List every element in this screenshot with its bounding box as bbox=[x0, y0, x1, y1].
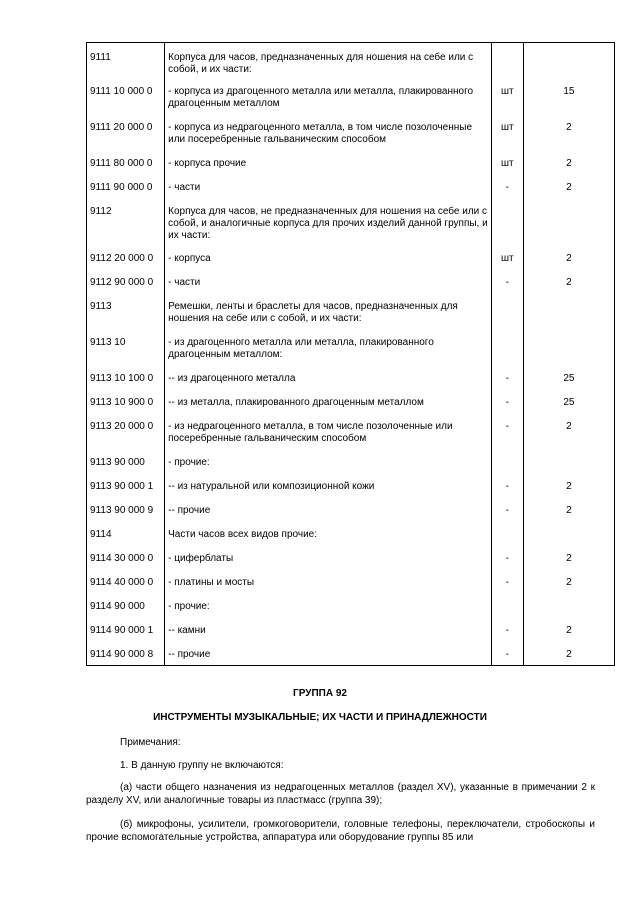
code-cell: 9114 90 000 1 bbox=[90, 624, 154, 636]
group-title: ИНСТРУМЕНТЫ МУЗЫКАЛЬНЫЕ; ИХ ЧАСТИ И ПРИНАДЛЕЖНОСТИ bbox=[153, 712, 487, 723]
rate-cell bbox=[527, 43, 611, 52]
rate-cell: 2 bbox=[566, 420, 572, 432]
table-row bbox=[87, 174, 615, 198]
rate-cell: 2 bbox=[566, 276, 572, 288]
table-row bbox=[87, 114, 615, 150]
code-cell: 9114 40 000 0 bbox=[90, 576, 154, 588]
code-cell: 9111 20 000 0 bbox=[90, 121, 153, 133]
description-cell: - прочие: bbox=[168, 600, 210, 612]
rate-cell: 2 bbox=[566, 648, 572, 660]
table-row bbox=[87, 245, 615, 269]
description-cell: - корпуса из недрагоценного металла, в том числе позолоченные или посеребренные гальваническим способом bbox=[168, 121, 473, 145]
code-cell: 9114 90 000 bbox=[90, 600, 145, 612]
table-row bbox=[87, 269, 615, 293]
group-number: ГРУППА 92 bbox=[293, 688, 347, 699]
code-cell: 9113 10 bbox=[90, 336, 126, 348]
unit-cell: - bbox=[505, 576, 509, 588]
table-row bbox=[87, 497, 615, 521]
description-cell: - корпуса из драгоценного металла или металла, плакированного драгоценным металлом bbox=[168, 85, 474, 109]
rate-cell bbox=[527, 198, 611, 206]
rate-cell bbox=[527, 329, 611, 337]
description-cell: - платины и мосты bbox=[168, 576, 255, 588]
unit-cell: шт bbox=[500, 252, 514, 264]
rate-cell: 2 bbox=[566, 181, 572, 193]
rate-cell: 2 bbox=[566, 624, 572, 636]
tariff-table bbox=[86, 42, 615, 666]
code-cell: 9113 90 000 9 bbox=[90, 504, 154, 516]
rate-cell: 25 bbox=[563, 396, 575, 408]
tariff-table-body bbox=[87, 43, 615, 666]
unit-cell bbox=[495, 293, 520, 301]
unit-cell bbox=[495, 198, 520, 206]
unit-cell bbox=[495, 593, 520, 601]
code-cell: 9111 bbox=[90, 52, 111, 63]
rate-cell: 2 bbox=[566, 121, 572, 133]
code-cell: 9113 bbox=[90, 300, 112, 312]
unit-cell: - bbox=[505, 504, 509, 516]
table-row bbox=[87, 569, 615, 593]
description-cell: -- из натуральной или композиционной кожи bbox=[168, 480, 375, 492]
rate-cell: 2 bbox=[566, 157, 572, 169]
code-cell: 9113 20 000 0 bbox=[90, 420, 154, 432]
code-cell: 9113 10 100 0 bbox=[90, 372, 154, 384]
unit-cell bbox=[495, 449, 520, 457]
rate-cell bbox=[527, 449, 611, 457]
table-row bbox=[87, 641, 615, 666]
unit-cell: - bbox=[505, 372, 509, 384]
unit-cell: - bbox=[505, 480, 509, 492]
table-row bbox=[87, 545, 615, 569]
unit-cell: - bbox=[505, 276, 509, 288]
description-cell: - циферблаты bbox=[168, 552, 234, 564]
unit-cell: - bbox=[505, 181, 509, 193]
table-row bbox=[87, 593, 615, 617]
description-cell: Корпуса для часов, предназначенных для ношения на себе или с собой, и их части: bbox=[168, 52, 474, 75]
table-row bbox=[87, 293, 615, 329]
rate-cell bbox=[527, 593, 611, 601]
description-cell: Ремешки, ленты и браслеты для часов, предназначенных для ношения на себе или с собой, и их части: bbox=[168, 300, 458, 324]
code-cell: 9111 10 000 0 bbox=[90, 85, 153, 97]
description-cell: - из драгоценного металла или металла, плакированного драгоценным металлом: bbox=[168, 336, 434, 360]
rate-cell: 2 bbox=[566, 504, 572, 516]
description-cell: - части bbox=[168, 276, 201, 288]
description-cell: -- из металла, плакированного драгоценным металлом bbox=[168, 396, 424, 408]
code-cell: 9114 30 000 0 bbox=[90, 552, 154, 564]
table-row bbox=[87, 389, 615, 413]
description-cell: -- из драгоценного металла bbox=[168, 372, 296, 384]
description-cell: -- прочие bbox=[168, 504, 211, 516]
unit-cell: - bbox=[505, 624, 509, 636]
table-row bbox=[87, 473, 615, 497]
description-cell: Части часов всех видов прочие: bbox=[168, 528, 318, 540]
rate-cell: 2 bbox=[566, 480, 572, 492]
description-cell: -- прочие bbox=[168, 648, 211, 660]
table-row bbox=[87, 617, 615, 641]
unit-cell bbox=[495, 521, 520, 529]
table-row bbox=[87, 150, 615, 174]
description-cell: - части bbox=[168, 181, 201, 193]
description-cell: Корпуса для часов, не предназначенных для ношения на себе или с собой, и аналогичные корпуса для прочих изделий данной группы, и их части: bbox=[168, 205, 488, 241]
note-item-b: (б) микрофоны, усилители, громкоговорители, головные телефоны, переключатели, стробоскопы и прочие вспомогательные устройства, аппаратура или оборудование группы 85 или bbox=[86, 819, 595, 843]
rate-cell: 2 bbox=[566, 552, 572, 564]
code-cell: 9112 bbox=[90, 205, 112, 217]
unit-cell: шт bbox=[500, 157, 514, 169]
table-row bbox=[87, 329, 615, 365]
description-cell: - из недрагоценного металла, в том числе позолоченные или посеребренные гальваническим способом bbox=[168, 420, 453, 444]
code-cell: 9113 90 000 bbox=[90, 456, 145, 468]
table-row bbox=[87, 198, 615, 245]
notes-heading: Примечания: bbox=[120, 737, 181, 748]
code-cell: 9113 10 900 0 bbox=[90, 396, 154, 408]
unit-cell: шт bbox=[500, 121, 514, 133]
unit-cell bbox=[495, 43, 520, 52]
description-cell: -- камни bbox=[168, 624, 206, 636]
table-row bbox=[87, 449, 615, 473]
code-cell: 9114 90 000 8 bbox=[90, 648, 154, 660]
unit-cell: шт bbox=[500, 85, 514, 97]
code-cell: 9112 90 000 0 bbox=[90, 276, 154, 288]
rate-cell bbox=[527, 521, 611, 529]
table-row bbox=[87, 43, 615, 78]
code-cell: 9111 80 000 0 bbox=[90, 157, 153, 169]
table-row bbox=[87, 521, 615, 545]
code-cell: 9113 90 000 1 bbox=[90, 480, 154, 492]
code-cell: 9114 bbox=[90, 528, 112, 540]
rate-cell: 2 bbox=[566, 252, 572, 264]
rate-cell bbox=[527, 293, 611, 301]
rate-cell: 25 bbox=[563, 372, 575, 384]
note-item-a: (а) части общего назначения из недрагоценных металлов (раздел XV), указанные в примечании 2 к разделу XV, или аналогичные товары из пластмасс (группа 39); bbox=[86, 782, 595, 806]
description-cell: - корпуса прочие bbox=[168, 157, 247, 169]
unit-cell bbox=[495, 329, 520, 337]
unit-cell: - bbox=[505, 648, 509, 660]
unit-cell: - bbox=[505, 552, 509, 564]
table-row bbox=[87, 78, 615, 114]
description-cell: - корпуса bbox=[168, 252, 211, 264]
code-cell: 9111 90 000 0 bbox=[90, 181, 153, 193]
description-cell: - прочие: bbox=[168, 456, 210, 468]
unit-cell: - bbox=[505, 396, 509, 408]
note-item-1: 1. В данную группу не включаются: bbox=[120, 760, 284, 771]
unit-cell: - bbox=[505, 420, 509, 432]
rate-cell: 2 bbox=[566, 576, 572, 588]
table-row bbox=[87, 365, 615, 389]
table-row bbox=[87, 413, 615, 449]
rate-cell: 15 bbox=[563, 85, 575, 97]
code-cell: 9112 20 000 0 bbox=[90, 252, 154, 264]
